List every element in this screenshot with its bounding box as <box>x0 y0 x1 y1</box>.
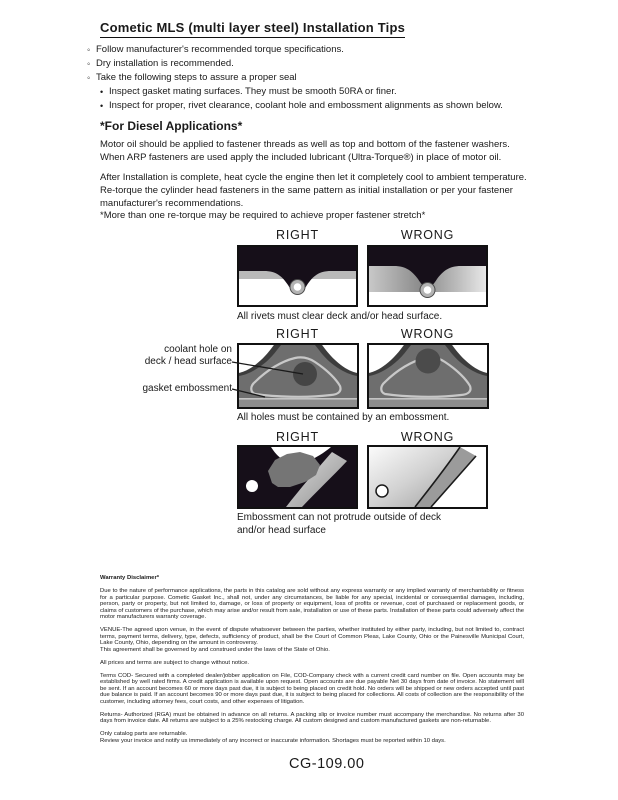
rivet-clearance-right-icon <box>239 247 356 305</box>
warranty-disclaimer-text: Due to the nature of performance applications, the parts in this catalog are sold without any express warranty or any implied warranty of merchantability or fitness for a particular purpose. Cometic Gasket Inc., shall not, under any circumstances, be liable for any special, incidental or consequential damages, including, person, party or property, but not limited to, damage, or loss of property or equipment, loss of profits or revenue, cost of purchased or replacement goods, or claims of customers of the purchase, which may arise and/or result from sale, installation or use of these parts. Installation of these parts could adversely affect the motor manufacturers warranty coverage. <box>100 588 524 620</box>
list-item <box>87 57 537 71</box>
list-item-text: Take the following steps to assure a proper seal <box>96 72 297 83</box>
embossment-hole-wrong-diagram <box>367 343 489 409</box>
open-bullet-icon: ◦ <box>87 72 91 83</box>
embossment-protrusion-wrong-icon <box>369 447 486 507</box>
diagram-caption: All holes must be contained by an embossment. <box>237 412 450 423</box>
warranty-disclaimer-heading: Warranty Disclaimer* <box>100 575 160 581</box>
terms-cod-clause: Terms COD- Secured with a completed dealer/jobber application on File, COD-Company check with a current credit card number on file. Open accounts may be established by well rated firms. A credit application is available upon request. Open accounts are due payable Net 30 days from date of invoice. No statement will be sent. If an account becomes 60 or more days past due, it is subject to being placed on credit hold. No orders will be shipped or new orders accepted until past due balance is paid. If an account becomes 90 or more days past due, it is subject to being placed for collections. All costs of collection are the responsibility of the customer, including attorney fees, court costs, and other expenses of litigation. <box>100 672 524 705</box>
wrong-label: WRONG <box>400 228 455 242</box>
rivet-clearance-wrong-diagram <box>367 245 488 307</box>
venue-clause: VENUE-The agreed upon venue, in the event of dispute whatsoever between the parties, whether instituted by either party, including, but not limited to, contract terms, payment terms, delivery, type, defects, sufficiency of product, shall be the Court of Common Pleas, Lake County, Ohio or the Painesville Municipal Court, Lake County, Ohio, depending on the amount in controversy. <box>100 627 524 646</box>
returns-clause: Returns- Authorized (RGA) must be obtained in advance on all returns. A packing slip or invoice number must accompany the merchandise. No returns after 30 days from invoice date. All returns are subject to a 25% restocking charge. All custom designed and custom manufactured gaskets are non-returnable. <box>100 711 524 724</box>
wrong-label: WRONG <box>400 327 455 341</box>
list-item <box>87 71 537 85</box>
invoice-review-note: Review your invoice and notify us immediately of any incorrect or inaccurate information. Shortages must be reported within 10 days. <box>100 737 446 744</box>
wrong-label: WRONG <box>400 430 455 444</box>
page-title: Cometic MLS (multi layer steel) Installation Tips <box>100 20 405 38</box>
filled-bullet-icon: • <box>100 87 104 97</box>
annotation-leader-lines <box>228 358 308 403</box>
embossment-protrusion-right-diagram <box>237 445 358 509</box>
list-item-text: Inspect for proper, rivet clearance, coolant hole and embossment alignments as shown below. <box>109 100 503 111</box>
embossment-protrusion-right-icon <box>239 447 356 507</box>
coolant-hole-label: coolant hole on deck / head surface <box>144 344 232 368</box>
diesel-paragraph: After Installation is complete, heat cycle the engine then let it completely cool to ambient temperature. Re-torque the cylinder head fasteners in the same pattern as initial installation or per your fastener manufacturer's recommendations. <box>100 172 527 209</box>
governing-law-clause: This agreement shall be governed by and construed under the laws of the State of Ohio. <box>100 646 330 653</box>
catalog-parts-note: Only catalog parts are returnable. <box>100 731 188 737</box>
list-item-text: Dry installation is recommended. <box>96 58 234 69</box>
rivet-clearance-right-diagram <box>237 245 358 307</box>
legal-fine-print <box>100 575 524 744</box>
rivet-clearance-wrong-icon <box>369 247 486 305</box>
list-item <box>87 43 537 57</box>
page-code: CG-109.00 <box>289 756 365 772</box>
open-bullet-icon: ◦ <box>87 44 91 55</box>
list-item <box>100 99 537 113</box>
right-label: RIGHT <box>276 228 319 242</box>
filled-bullet-icon: • <box>100 101 104 111</box>
embossment-hole-wrong-icon <box>369 345 487 407</box>
list-item <box>100 85 537 99</box>
embossment-protrusion-wrong-diagram <box>367 445 488 509</box>
right-label: RIGHT <box>276 430 319 444</box>
retorque-note: *More than one re-torque may be required to achieve proper fastener stretch* <box>100 210 426 221</box>
diesel-paragraph: Motor oil should be applied to fastener threads as well as top and bottom of the fastener washers. When ARP fasteners are used apply the included lubricant (Ultra-Torque®) in place of motor oil. <box>100 139 510 163</box>
installation-tips-list <box>87 43 537 113</box>
list-item-text: Follow manufacturer's recommended torque specifications. <box>96 44 344 55</box>
diesel-heading: *For Diesel Applications* <box>100 119 243 133</box>
prices-clause: All prices and terms are subject to change without notice. <box>100 659 249 666</box>
list-item-text: Inspect gasket mating surfaces. They must be smooth 50RA or finer. <box>109 86 397 97</box>
open-bullet-icon: ◦ <box>87 58 91 69</box>
right-label: RIGHT <box>276 327 319 341</box>
gasket-embossment-label: gasket embossment <box>142 383 232 394</box>
diagram-caption: All rivets must clear deck and/or head surface. <box>237 311 443 322</box>
diagram-caption: Embossment can not protrude outside of deck and/or head surface <box>237 512 442 536</box>
